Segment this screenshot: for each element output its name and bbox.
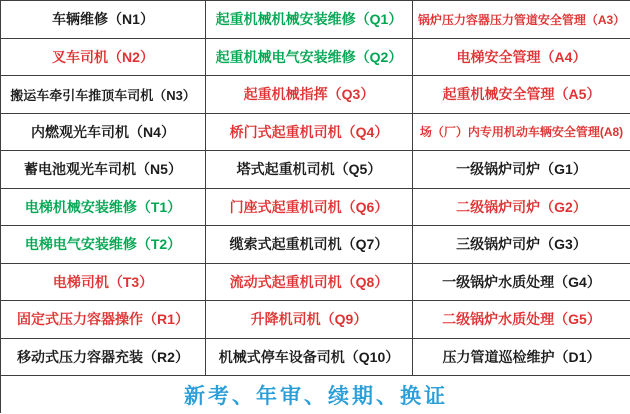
table-cell: 起重机械指挥（Q3） bbox=[206, 76, 413, 114]
table-cell: 升降机司机（Q9） bbox=[206, 301, 413, 339]
footer-note: 新考、年审、续期、换证 bbox=[1, 376, 630, 414]
table-cell: 搬运车牵引车推顶车司机（N3） bbox=[1, 76, 206, 114]
table-cell: 电梯安全管理（A4） bbox=[413, 39, 630, 77]
table-cell: 起重机械机械安装维修（Q1） bbox=[206, 1, 413, 39]
table-cell: 内燃观光车司机（N4） bbox=[1, 114, 206, 152]
table-cell: 电梯电气安装维修（T2） bbox=[1, 226, 206, 264]
table-cell: 一级锅炉水质处理（G4） bbox=[413, 264, 630, 302]
table-cell: 二级锅炉水质处理（G5） bbox=[413, 301, 630, 339]
table-cell: 叉车司机（N2） bbox=[1, 39, 206, 77]
table-cell: 蓄电池观光车司机（N5） bbox=[1, 151, 206, 189]
table-cell: 场（厂）内专用机动车辆安全管理(A8) bbox=[413, 114, 630, 152]
table-cell: 锅炉压力容器压力管道安全管理（A3） bbox=[413, 1, 630, 39]
table-cell: 固定式压力容器操作（R1） bbox=[1, 301, 206, 339]
table-cell: 机械式停车设备司机（Q10） bbox=[206, 339, 413, 377]
table-cell: 塔式起重机司机（Q5） bbox=[206, 151, 413, 189]
table-cell: 一级锅炉司炉（G1） bbox=[413, 151, 630, 189]
table-cell: 电梯司机（T3） bbox=[1, 264, 206, 302]
table-cell: 车辆维修（N1） bbox=[1, 1, 206, 39]
table-cell: 缆索式起重机司机（Q7） bbox=[206, 226, 413, 264]
table-cell: 二级锅炉司炉（G2） bbox=[413, 189, 630, 227]
table-cell: 三级锅炉司炉（G3） bbox=[413, 226, 630, 264]
table-cell: 流动式起重机司机（Q8） bbox=[206, 264, 413, 302]
table-cell: 移动式压力容器充装（R2） bbox=[1, 339, 206, 377]
table-cell: 电梯机械安装维修（T1） bbox=[1, 189, 206, 227]
table-cell: 压力管道巡检维护（D1） bbox=[413, 339, 630, 377]
table-cell: 起重机械安全管理（A5） bbox=[413, 76, 630, 114]
table-cell: 门座式起重机司机（Q6） bbox=[206, 189, 413, 227]
table-cell: 桥门式起重机司机（Q4） bbox=[206, 114, 413, 152]
table-cell: 起重机械电气安装维修（Q2） bbox=[206, 39, 413, 77]
